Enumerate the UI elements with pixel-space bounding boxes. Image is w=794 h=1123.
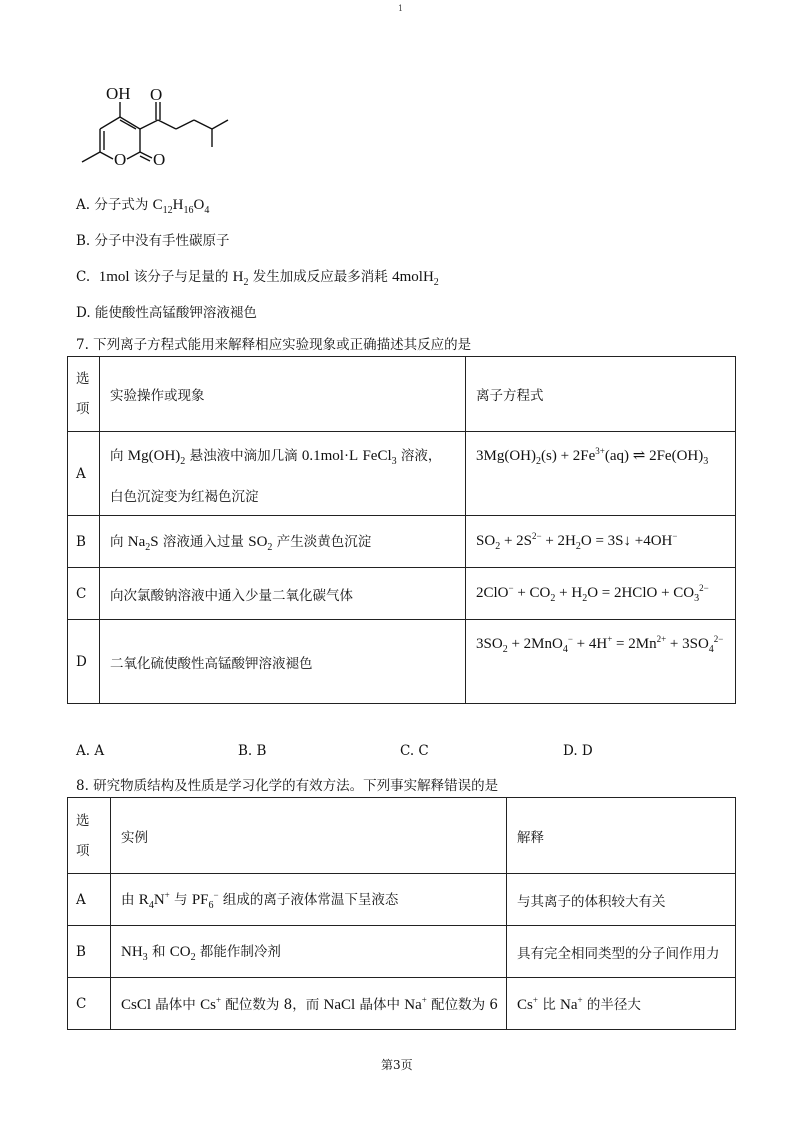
bond [100, 117, 120, 129]
choice-b: B. B [238, 743, 267, 759]
row-option: B [68, 926, 111, 978]
oh-label: OH [106, 84, 131, 103]
equation-cell: $3SO_2 + 2MnO_4^- + 4H^+ = 2Mn^{2+} + 3SO_4^{2-}$ [466, 620, 736, 704]
equation-cell: $2ClO^- + CO_2 + H_2O$ = 2HClO + $CO_3^{2-}$ [466, 568, 736, 620]
option-b: B. 分子中没有手性碳原子 [76, 233, 230, 249]
header-example: 实例 [111, 798, 507, 874]
row-option: A [68, 432, 100, 516]
header-option: 选 项 [68, 798, 111, 874]
phenomenon-cell: 二氧化硫使酸性高锰酸钾溶液褪色 [100, 620, 466, 704]
bond [194, 120, 212, 129]
table-row [68, 516, 736, 568]
header-phenomenon: 实验操作或现象 [100, 357, 466, 432]
bond [158, 120, 176, 129]
bond [212, 120, 228, 129]
row-option: A [68, 874, 111, 926]
header-explanation: 解释 [507, 798, 736, 874]
q7-table [67, 356, 736, 704]
ring-o-label: O [114, 150, 127, 169]
option-c: C. 1mol 该分子与足量的 $H_2$ 发生加成反应最多消耗 4molH$_2$ [76, 269, 439, 288]
bond [127, 152, 140, 159]
table-row [68, 620, 736, 704]
bond [176, 120, 194, 129]
bond [140, 120, 158, 129]
explanation-cell: 与其离子的体积较大有关 [507, 874, 736, 926]
explanation-cell: 具有完全相同类型的分子间作用力 [507, 926, 736, 978]
choice-c: C. C [400, 743, 429, 759]
choice-d: D. D [563, 743, 593, 759]
example-cell: $NH_3$ 和 $CO_2$ 都能作制冷剂 [111, 926, 507, 978]
q8-table [67, 797, 736, 1030]
table-row [68, 874, 736, 926]
q7-stem: 7. 下列离子方程式能用来解释相应实验现象或正确描述其反应的是 [76, 337, 472, 353]
page-marker: 1 [398, 4, 404, 13]
equation-cell: $SO_2 + 2S^{2-} + 2H_2O$ = 3S↓ +4OH− [466, 516, 736, 568]
bond [120, 117, 140, 129]
phenomenon-cell: 向 $Mg(OH)_2$ 悬浊液中滴加几滴 0.1mol·L FeCl$_3$ 溶液， 白色沉淀变为红褐色沉淀 [100, 432, 466, 516]
example-cell: CsCl 晶体中 Cs+ 配位数为 8，而 NaCl 晶体中 Na+ 配位数为 6 [111, 978, 507, 1030]
row-option: D [68, 620, 100, 704]
bond [100, 152, 113, 159]
equation-cell: $3Mg(OH)_2(s) + 2Fe^{3+}(aq)$ ⇌ $2Fe(OH)_3$ [466, 432, 736, 516]
option-d: D. 能使酸性高锰酸钾溶液褪色 [76, 305, 257, 321]
header-equation: 离子方程式 [466, 357, 736, 432]
row-option: C [68, 568, 100, 620]
molecule-structure [70, 82, 230, 182]
header-option: 选 项 [68, 357, 100, 432]
row-option: B [68, 516, 100, 568]
table-row [68, 978, 736, 1030]
q8-stem: 8. 研究物质结构及性质是学习化学的有效方法。下列事实解释错误的是 [76, 778, 499, 794]
table-row [68, 798, 736, 874]
table-row [68, 568, 736, 620]
phenomenon-cell: 向 $Na_2S$ 溶液通入过量 $SO_2$ 产生淡黄色沉淀 [100, 516, 466, 568]
carbonyl-o-label: O [153, 150, 166, 169]
phenomenon-cell: 向次氯酸钠溶液中通入少量二氧化碳气体 [100, 568, 466, 620]
choice-a: A. A [76, 743, 105, 759]
page-footer: 第3页 [381, 1058, 413, 1072]
option-a: A. 分子式为 $C_{12}H_{16}O_4$ [76, 197, 210, 216]
table-row [68, 432, 736, 516]
row-option: C [68, 978, 111, 1030]
table-row [68, 357, 736, 432]
example-cell: 由 $R_4N^+$ 与 $PF_6^-$ 组成的离子液体常温下呈液态 [111, 874, 507, 926]
ketone-o-label: O [150, 85, 163, 104]
explanation-cell: Cs+ 比 Na+ 的半径大 [507, 978, 736, 1030]
table-row [68, 926, 736, 978]
bond [82, 152, 100, 162]
